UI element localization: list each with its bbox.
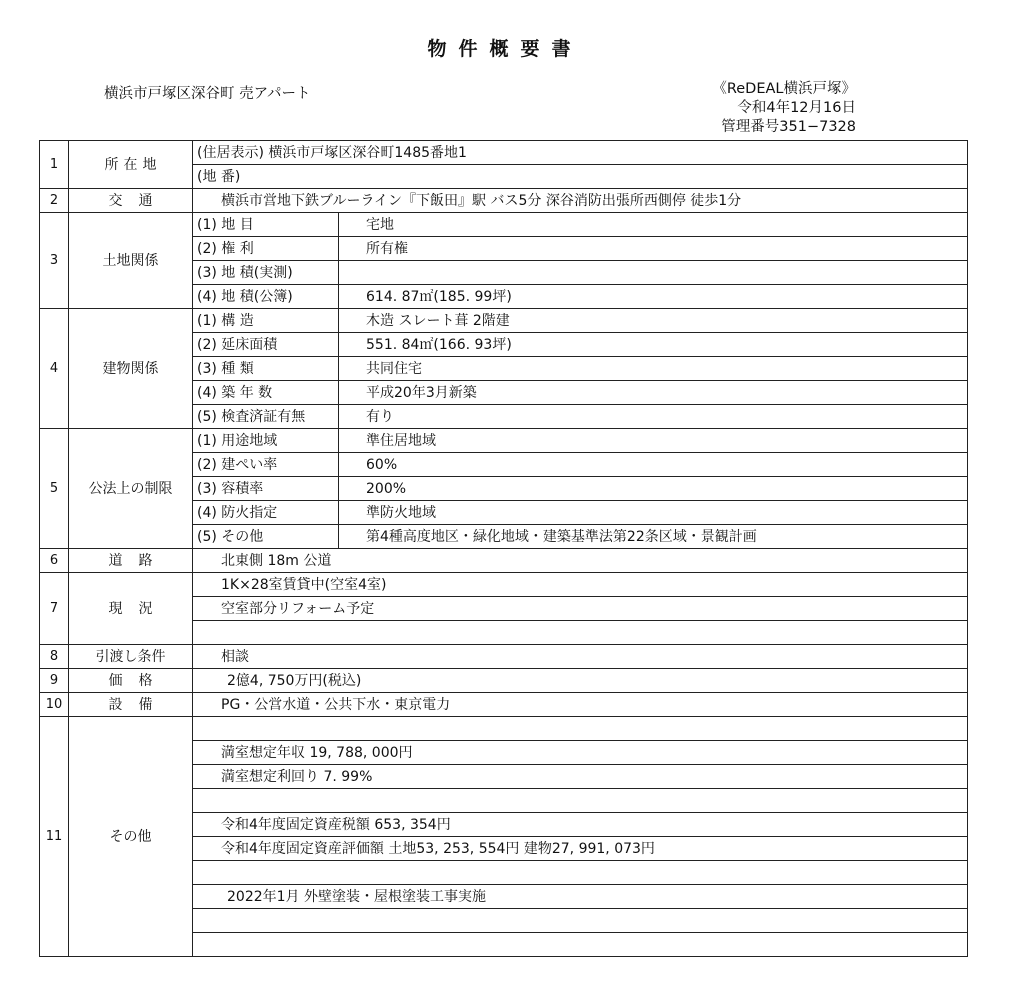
row-number: 1 [40, 141, 69, 189]
section-label: 設備 [69, 693, 193, 717]
facilities-value: PG・公営水道・公共下水・東京電力 [193, 693, 968, 717]
document-title: 物件概要書 [427, 38, 583, 60]
remarks-line: 令和4年度固定資産評価額 土地53, 253, 554円 建物27, 991, 073円 [193, 837, 968, 861]
sub-label: (3) 種 類 [193, 357, 339, 381]
table-row [40, 717, 968, 741]
section-label: 価格 [69, 669, 193, 693]
road-value: 北東側 18m 公道 [193, 549, 968, 573]
table-row [40, 309, 968, 333]
status-line: 空室部分リフォーム予定 [193, 597, 968, 621]
status-line [193, 621, 968, 645]
sub-label: (3) 地 積(実測) [193, 261, 339, 285]
section-label: 現況 [69, 573, 193, 645]
section-label: 道路 [69, 549, 193, 573]
sub-value [339, 261, 968, 285]
sub-label: (4) 地 積(公簿) [193, 285, 339, 309]
row-number: 3 [40, 213, 69, 309]
section-label: 建物関係 [69, 309, 193, 429]
row-number: 7 [40, 573, 69, 645]
sub-value: 有り [339, 405, 968, 429]
sub-value: 551. 84㎡(166. 93坪) [339, 333, 968, 357]
address-lot: (地 番) [193, 165, 968, 189]
company-name: 《ReDEAL横浜戸塚》 [712, 81, 856, 97]
sub-value: 平成20年3月新築 [339, 381, 968, 405]
row-number: 5 [40, 429, 69, 549]
sub-value: 60% [339, 453, 968, 477]
sub-value: 所有権 [339, 237, 968, 261]
row-number: 10 [40, 693, 69, 717]
row-number: 9 [40, 669, 69, 693]
sub-value: 宅地 [339, 213, 968, 237]
section-label: 引渡し条件 [69, 645, 193, 669]
remarks-line: 2022年1月 外壁塗装・屋根塗装工事実施 [193, 885, 968, 909]
status-line: 1K×28室賃貸中(空室4室) [193, 573, 968, 597]
price-value: 2億4, 750万円(税込) [193, 669, 968, 693]
sub-label: (1) 構 造 [193, 309, 339, 333]
remarks-line: 令和4年度固定資産税額 653, 354円 [193, 813, 968, 837]
table-row [40, 669, 968, 693]
sub-label: (1) 用途地域 [193, 429, 339, 453]
management-number: 管理番号351−7328 [721, 119, 856, 135]
property-summary-table [39, 140, 968, 957]
remarks-line [193, 717, 968, 741]
remarks-line [193, 789, 968, 813]
sub-label: (2) 建ぺい率 [193, 453, 339, 477]
row-number: 4 [40, 309, 69, 429]
document-date: 令和4年12月16日 [737, 100, 856, 116]
sub-label: (2) 延床面積 [193, 333, 339, 357]
address-residence: (住居表示) 横浜市戸塚区深谷町1485番地1 [193, 141, 968, 165]
transport-value: 横浜市営地下鉄ブルーライン『下飯田』駅 バス5分 深谷消防出張所西側停 徒歩1分 [193, 189, 968, 213]
handover-value: 相談 [193, 645, 968, 669]
remarks-line [193, 909, 968, 933]
table-row [40, 141, 968, 165]
remarks-line: 満室想定年収 19, 788, 000円 [193, 741, 968, 765]
sub-value: 第4種高度地区・緑化地域・建築基準法第22条区域・景観計画 [339, 525, 968, 549]
sub-label: (5) 検査済証有無 [193, 405, 339, 429]
remarks-line [193, 933, 968, 957]
sub-label: (5) その他 [193, 525, 339, 549]
sub-value: 準住居地域 [339, 429, 968, 453]
remarks-line [193, 861, 968, 885]
table-row [40, 693, 968, 717]
table-row [40, 549, 968, 573]
sub-value: 準防火地域 [339, 501, 968, 525]
sub-label: (4) 築 年 数 [193, 381, 339, 405]
sub-value: 614. 87㎡(185. 99坪) [339, 285, 968, 309]
sub-value: 木造 スレート葺 2階建 [339, 309, 968, 333]
remarks-line: 満室想定利回り 7. 99% [193, 765, 968, 789]
section-label: 土地関係 [69, 213, 193, 309]
row-number: 6 [40, 549, 69, 573]
table-row [40, 645, 968, 669]
table-row [40, 429, 968, 453]
table-row [40, 573, 968, 597]
section-label: 公法上の制限 [69, 429, 193, 549]
section-label: 交通 [69, 189, 193, 213]
sub-label: (1) 地 目 [193, 213, 339, 237]
row-number: 8 [40, 645, 69, 669]
section-label: その他 [69, 717, 193, 957]
table-row [40, 189, 968, 213]
sub-label: (3) 容積率 [193, 477, 339, 501]
section-label: 所在地 [69, 141, 193, 189]
sub-label: (4) 防火指定 [193, 501, 339, 525]
sub-label: (2) 権 利 [193, 237, 339, 261]
sub-value: 共同住宅 [339, 357, 968, 381]
document-meta [712, 80, 856, 137]
sub-value: 200% [339, 477, 968, 501]
row-number: 2 [40, 189, 69, 213]
row-number: 11 [40, 717, 69, 957]
property-type: 横浜市戸塚区深谷町 売アパート [104, 86, 311, 102]
table-row [40, 213, 968, 237]
